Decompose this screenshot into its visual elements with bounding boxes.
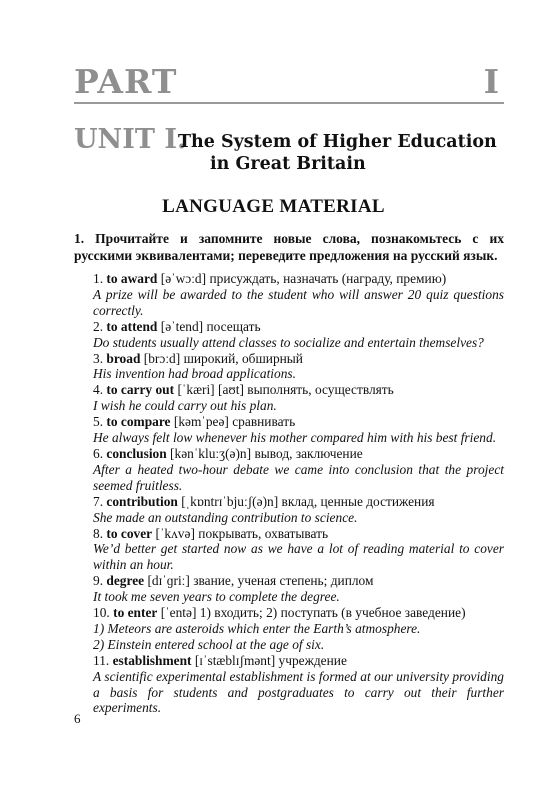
vocab-transcription: [kəmˈpeə] xyxy=(173,414,229,430)
vocab-entry xyxy=(74,414,504,446)
vocab-entry xyxy=(74,573,504,605)
vocab-word: to compare xyxy=(106,414,171,430)
vocab-headline xyxy=(74,526,504,542)
vocab-translation: вклад, ценные достижения xyxy=(281,493,435,509)
vocabulary-list xyxy=(74,271,504,716)
unit-title-line2: in Great Britain xyxy=(210,154,366,174)
vocab-entry xyxy=(74,494,504,526)
vocab-word: to carry out xyxy=(106,382,175,398)
vocab-word: degree xyxy=(106,573,145,589)
unit-title-line1: The System of Higher Education xyxy=(178,132,497,152)
vocab-transcription: [ˌkɒntrɪˈbjuːʃ(ə)n] xyxy=(181,493,279,509)
vocab-number: 3. xyxy=(93,350,104,366)
section-heading: LANGUAGE MATERIAL xyxy=(162,196,385,217)
vocab-transcription: [ˈkæri] [aʊt] xyxy=(177,382,244,398)
vocab-example: We’d better get started now as we have a lot of reading material to cover within an hour. xyxy=(93,541,504,573)
part-number: I xyxy=(483,62,500,101)
vocab-headline xyxy=(74,653,504,669)
vocab-transcription: [ˈentə] xyxy=(160,605,197,621)
vocab-number: 9. xyxy=(93,573,104,589)
vocab-word: to enter xyxy=(113,605,158,621)
vocab-number: 2. xyxy=(93,318,104,334)
part-header xyxy=(74,62,504,102)
vocab-translation: широкий, обширный xyxy=(183,350,303,366)
vocab-transcription: [brɔːd] xyxy=(143,350,181,366)
vocab-number: 10. xyxy=(93,605,110,621)
vocab-word: conclusion xyxy=(106,445,167,461)
vocab-example: 2) Einstein entered school at the age of six. xyxy=(93,636,325,652)
vocab-number: 5. xyxy=(93,414,104,430)
vocab-translation: выполнять, осуществлять xyxy=(247,382,394,398)
vocab-transcription: [dɪˈɡriː] xyxy=(147,573,190,589)
vocab-entry xyxy=(74,653,504,717)
vocab-transcription: [əˈwɔːd] xyxy=(160,271,207,286)
vocab-word: establishment xyxy=(112,652,192,668)
vocab-translation: учреждение xyxy=(278,652,347,668)
vocab-headline xyxy=(74,382,504,398)
vocab-word: to cover xyxy=(106,525,153,541)
vocab-number: 1. xyxy=(93,271,104,286)
vocab-number: 7. xyxy=(93,493,104,509)
vocab-translation: сравнивать xyxy=(232,414,296,430)
unit-title xyxy=(178,131,508,175)
vocab-translation: вывод, заключение xyxy=(254,445,363,461)
vocab-entry xyxy=(74,605,504,653)
vocab-entry xyxy=(74,351,504,383)
vocab-example: 1) Meteors are asteroids which enter the Earth’s atmosphere. xyxy=(93,620,421,636)
vocab-headline xyxy=(74,573,504,589)
vocab-number: 6. xyxy=(93,445,104,461)
vocab-transcription: [ɪˈstæblɪʃmənt] xyxy=(194,652,276,668)
vocab-number: 4. xyxy=(93,382,104,398)
vocab-translation: покрывать, охватывать xyxy=(198,525,329,541)
vocab-entry xyxy=(74,382,504,414)
vocab-number: 8. xyxy=(93,525,104,541)
unit-label: UNIT I. xyxy=(74,124,187,155)
page-number: 6 xyxy=(74,711,81,726)
vocab-headline xyxy=(74,351,504,367)
vocab-translation: 1) входить; 2) поступать (в учебное заведение) xyxy=(199,605,466,621)
vocab-translation: звание, ученая степень; диплом xyxy=(193,573,374,589)
vocab-number: 11. xyxy=(93,652,110,668)
vocab-example: I wish he could carry out his plan. xyxy=(93,398,277,414)
vocab-headline xyxy=(74,414,504,430)
vocab-example: After a heated two-hour debate we came into conclusion that the project seemed fruitless. xyxy=(93,461,504,493)
vocab-word: to attend xyxy=(106,318,158,334)
vocab-word: to award xyxy=(106,271,158,286)
vocab-example: He always felt low whenever his mother compared him with his best friend. xyxy=(93,430,497,446)
vocab-example: A prize will be awarded to the student who will answer 20 quiz questions correctly. xyxy=(93,286,504,318)
vocab-word: contribution xyxy=(106,493,178,509)
vocab-entry xyxy=(74,446,504,494)
vocab-example: She made an outstanding contribution to science. xyxy=(93,509,358,525)
vocab-headline xyxy=(74,494,504,510)
part-label: PART xyxy=(74,62,178,101)
vocab-translation: посещать xyxy=(206,318,261,334)
vocab-transcription: [ˈkʌvə] xyxy=(155,525,195,541)
vocab-headline xyxy=(74,319,504,335)
vocab-headline xyxy=(74,605,504,621)
vocab-example: His invention had broad applications. xyxy=(93,366,296,382)
vocab-headline xyxy=(74,271,504,287)
vocab-word: broad xyxy=(106,350,141,366)
vocab-headline xyxy=(74,446,504,462)
vocab-translation: присуждать, назначать (награду, премию) xyxy=(209,271,447,286)
vocab-example: A scientific experimental establishment is formed at our university providing a basis for students and postgraduates to carry out their further experiments. xyxy=(93,668,504,716)
vocab-entry xyxy=(74,526,504,574)
vocab-example: Do students usually attend classes to socialize and entertain themselves? xyxy=(93,334,484,350)
vocab-entry xyxy=(74,271,504,319)
task-instruction: 1. Прочитайте и запомните новые слова, познакомьтесь с их русскими эквивалентами; переведите предложения на русский язык. xyxy=(74,231,504,263)
vocab-entry xyxy=(74,319,504,351)
vocab-transcription: [kənˈkluːʒ(ə)n] xyxy=(170,445,252,461)
vocab-example: It took me seven years to complete the degree. xyxy=(93,589,340,605)
part-divider xyxy=(74,102,504,104)
vocab-transcription: [əˈtend] xyxy=(160,318,204,334)
